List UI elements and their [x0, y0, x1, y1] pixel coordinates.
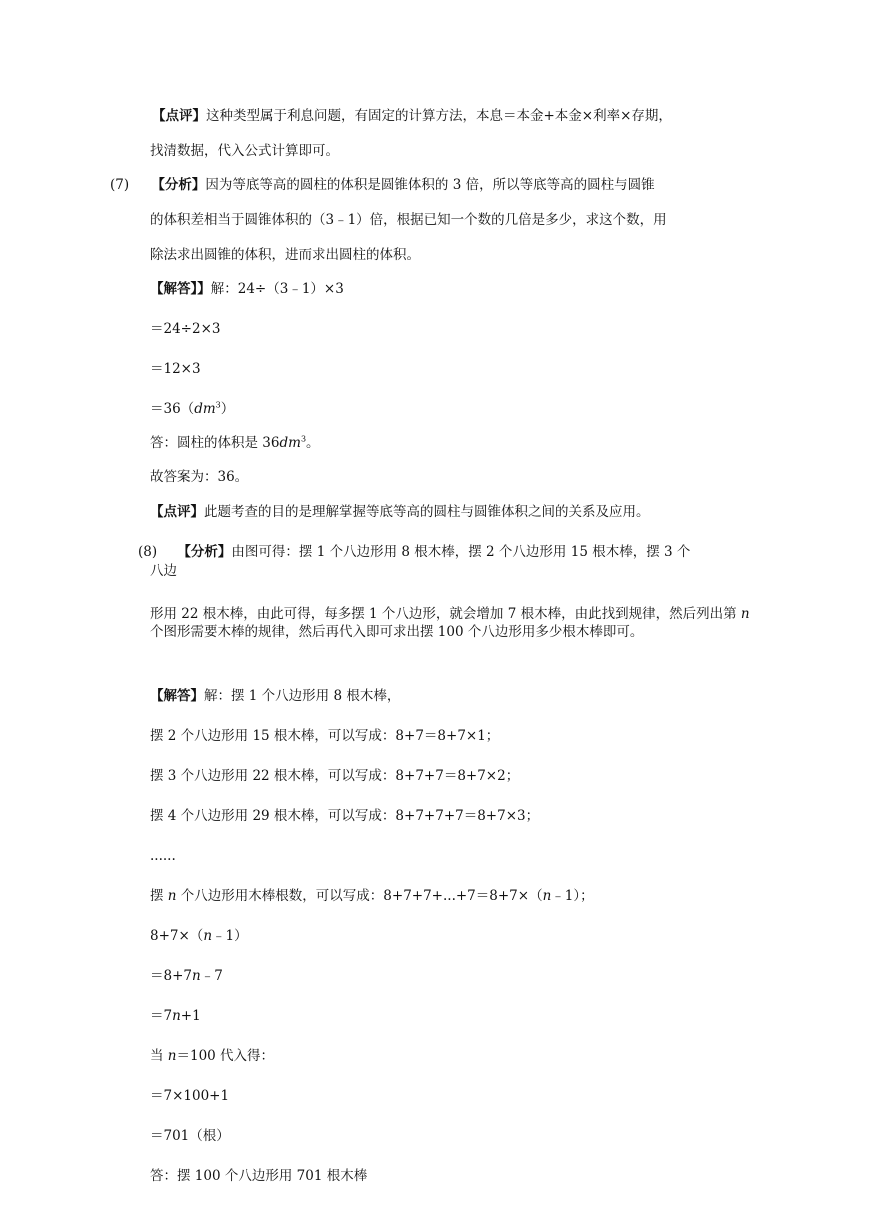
q7-answer-unit: dm: [279, 435, 301, 451]
q8-calc-2: [150, 967, 223, 985]
q7-answer-post: 。: [306, 435, 320, 451]
review-label: 【点评】: [152, 108, 206, 124]
q8-sub-var: n: [167, 1048, 177, 1064]
q8-step-n-pre: 摆: [150, 888, 168, 904]
q8-analysis-label: 【分析】: [177, 544, 232, 560]
q7-analysis-line-3: 除法求出圆锥的体积，进而求出圆柱的体积。: [150, 247, 420, 263]
q8-substitute-line: [150, 1047, 274, 1065]
q8-ellipsis: ......: [150, 848, 176, 864]
review-line-prev-cont: 找清数据，代入公式计算即可。: [150, 143, 339, 159]
q8-sub-pre: 当: [150, 1048, 168, 1064]
q8-calc-1: [150, 927, 248, 945]
q7-analysis-label: 【分析】: [151, 177, 206, 193]
q7-solution-line-3: ＝12×3: [150, 361, 201, 377]
q8-calc-1-var: n: [203, 928, 213, 944]
q8-analysis-line-1: [138, 543, 690, 561]
q7-review-line: [150, 503, 650, 521]
q7-solution-line-4: [150, 400, 234, 418]
review-text: 这种类型属于利息问题，有固定的计算方法，本息＝本金+本金×利率×存期，: [206, 108, 672, 124]
q8-step-n-var: n: [167, 888, 177, 904]
q7-solution-line-4-post: ）: [220, 401, 235, 417]
q7-unit: dm: [194, 401, 216, 417]
q8-step-2: 摆 2 个八边形用 15 根木棒，可以写成：8+7＝8+7×1；: [150, 728, 500, 744]
q8-calc-3-var: n: [172, 1008, 181, 1024]
q8-step-n-mid: 个八边形用木棒根数，可以写成：8+7+7+...+7＝8+7×（: [176, 888, 543, 904]
q7-review-text: 此题考查的目的是理解掌握等底等高的圆柱与圆锥体积之间的关系及应用。: [204, 504, 650, 520]
q8-calc-4: ＝7×100+1: [150, 1088, 230, 1104]
q8-calc-1-post: ﹣1）: [212, 928, 248, 944]
q7-solution-label: 【解答】】: [150, 281, 211, 297]
q7-solution-text-1: 解：24÷（3﹣1）×3: [210, 281, 344, 297]
q8-analysis-paragraph-2: [150, 605, 750, 641]
q8-calc-3: [150, 1007, 201, 1025]
q8-calc-3-post: +1: [180, 1008, 201, 1024]
q8-solution-text-1: 解：摆 1 个八边形用 8 根木棒，: [204, 688, 401, 704]
q8-step-n-var-2: n: [542, 888, 552, 904]
q7-answer-line: [150, 434, 320, 452]
q8-step-3: 摆 3 个八边形用 22 根木棒，可以写成：8+7+7＝8+7×2；: [150, 768, 520, 784]
q8-calc-2-pre: ＝8+7: [150, 968, 192, 984]
q8-calc-2-post: ﹣7: [200, 968, 223, 984]
q7-analysis-line-2: 的体积差相当于圆锥体积的（3﹣1）倍，根据已知一个数的几倍是多少，求这个数，用: [150, 212, 667, 228]
q7-solution-line-2: ＝24÷2×3: [150, 321, 221, 337]
q8-number: (8): [138, 544, 158, 560]
q8-step-n: [150, 887, 594, 905]
q7-number: (7): [110, 177, 130, 193]
q7-unit-sup: 3: [215, 400, 221, 410]
q8-sub-post: ＝100 代入得：: [176, 1048, 275, 1064]
q8-calc-1-pre: 8+7×（: [150, 928, 204, 944]
q8-analysis-text-1: 由图可得：摆 1 个八边形用 8 根木棒，摆 2 个八边形用 15 根木棒，摆 3 个: [231, 544, 691, 560]
q8-analysis-para2-b: 个图形需要木棒的规律，然后再代入即可求出摆 100 个八边形用多少根木棒即可。: [150, 624, 644, 640]
review-line-prev: [152, 107, 672, 125]
q8-calc-3-pre: ＝7: [150, 1008, 173, 1024]
q7-final-answer: 故答案为：36。: [150, 469, 249, 485]
q8-analysis-para2-a: 形用 22 根木棒，由此可得，每多摆 1 个八边形，就会增加 7 根木棒，由此找到规律，然后列出第: [150, 606, 741, 622]
q8-step-4: 摆 4 个八边形用 29 根木棒，可以写成：8+7+7+7＝8+7×3；: [150, 808, 540, 824]
q8-step-n-post: ﹣1）；: [551, 888, 594, 904]
q8-calc-2-var: n: [192, 968, 201, 984]
q7-solution-line-1: [150, 280, 344, 298]
q7-solution-line-4-pre: ＝36（: [150, 401, 195, 417]
q7-analysis-text-1: 因为等底等高的圆柱的体积是圆锥体积的 3 倍，所以等底等高的圆柱与圆锥: [205, 177, 655, 193]
q8-analysis-line-1b: 八边: [150, 563, 177, 579]
q8-solution-label: 【解答】: [150, 688, 204, 704]
q8-answer-line: 答：摆 100 个八边形用 701 根木棒: [150, 1168, 368, 1184]
q7-answer-unit-sup: 3: [300, 434, 307, 444]
q7-review-label: 【点评】: [150, 504, 204, 520]
q8-calc-5: ＝701（根）: [150, 1128, 230, 1144]
q8-var-n: n: [740, 606, 750, 622]
q8-solution-line-1: [150, 687, 400, 705]
q7-answer-pre: 答：圆柱的体积是 36: [150, 435, 280, 451]
q7-analysis-line-1: [110, 176, 655, 194]
